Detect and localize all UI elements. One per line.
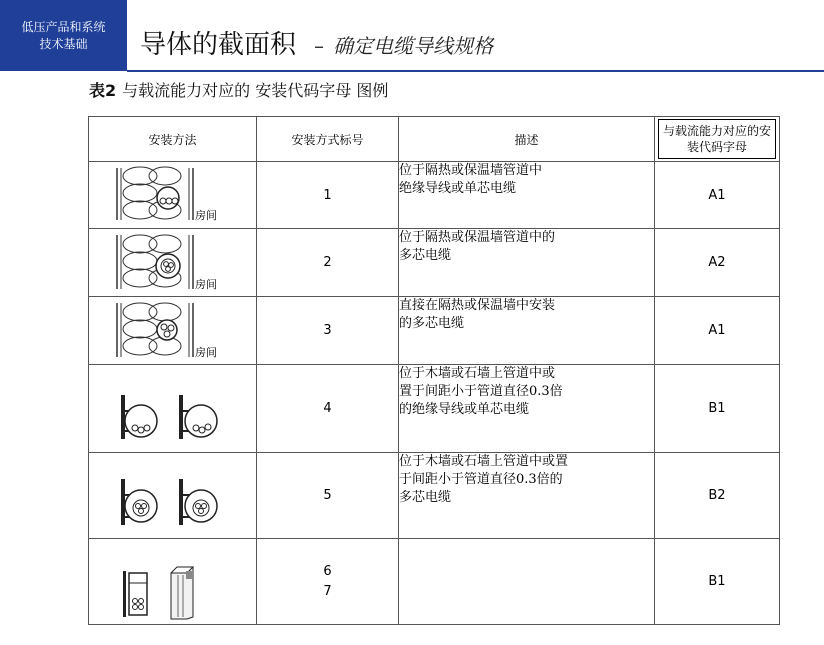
title-subtitle: 确定电缆导线规格 <box>333 34 494 58</box>
brand-block <box>0 0 127 71</box>
trunking-icon <box>89 539 257 625</box>
table-row <box>89 229 780 297</box>
title-dash: – <box>314 34 325 58</box>
description <box>399 162 655 229</box>
brand-line-2: 技术基础 <box>39 36 88 51</box>
code-letter: B2 <box>655 453 780 539</box>
caption-number: 表2 <box>89 81 117 100</box>
table-row <box>89 365 780 453</box>
header-rule <box>127 70 824 72</box>
code-letter: B1 <box>655 365 780 453</box>
caption-text: 与载流能力对应的 安装代码字母 图例 <box>122 81 389 100</box>
method-number: 4 <box>257 365 399 453</box>
code-letter: B1 <box>655 539 780 625</box>
code-letter: A1 <box>655 297 780 365</box>
header-description: 描述 <box>399 117 655 162</box>
description-line: 绝缘导线或单芯电缆 <box>399 181 517 196</box>
description-line: 的多芯电缆 <box>399 316 465 331</box>
description-line: 多芯电缆 <box>399 490 452 505</box>
installation-table <box>88 116 780 625</box>
insulated-wall-direct-multicore-icon <box>89 297 257 365</box>
description <box>399 453 655 539</box>
description <box>399 297 655 365</box>
description-line: 的绝缘导线或单芯电缆 <box>399 402 530 417</box>
description <box>399 539 655 625</box>
method-number: 3 <box>257 297 399 365</box>
table-row <box>89 162 780 229</box>
header-method-number: 安装方式标号 <box>257 117 399 162</box>
insulated-wall-conduit-single-icon <box>89 162 257 229</box>
description-line: 置于间距小于管道直径0.3倍 <box>399 384 563 399</box>
description-line: 于间距小于管道直径0.3倍的 <box>399 472 563 487</box>
room-label: 房间 <box>195 209 217 222</box>
header-method: 安装方法 <box>89 117 257 162</box>
header-code-box: 与载流能力对应的安装代码字母 <box>658 119 776 159</box>
method-number: 5 <box>257 453 399 539</box>
description-line: 直接在隔热或保温墙中安装 <box>399 298 556 313</box>
page-title <box>140 24 493 70</box>
code-letter: A1 <box>655 162 780 229</box>
table-row <box>89 539 780 625</box>
table-caption <box>89 78 388 101</box>
method-number-6: 6 <box>323 563 332 579</box>
description <box>399 365 655 453</box>
code-letter: A2 <box>655 229 780 297</box>
table-header-row <box>89 117 780 162</box>
method-number-7: 7 <box>323 583 332 599</box>
wall-conduit-multicore-icon <box>89 453 257 539</box>
header-code-letter <box>655 117 780 162</box>
room-label: 房间 <box>195 278 217 291</box>
description <box>399 229 655 297</box>
brand-line-1: 低压产品和系统 <box>21 19 106 34</box>
table-row <box>89 453 780 539</box>
method-number: 1 <box>257 162 399 229</box>
insulated-wall-conduit-multicore-icon <box>89 229 257 297</box>
table-row <box>89 297 780 365</box>
description-line: 位于隔热或保温墙管道中 <box>399 163 543 178</box>
method-number <box>257 539 399 625</box>
method-number: 2 <box>257 229 399 297</box>
description-line: 位于木墙或石墙上管道中或 <box>399 366 556 381</box>
room-label: 房间 <box>195 346 217 359</box>
description-line: 位于木墙或石墙上管道中或置 <box>399 454 569 469</box>
description-line: 多芯电缆 <box>399 248 452 263</box>
wall-conduit-single-icon <box>89 365 257 453</box>
description-line: 位于隔热或保温墙管道中的 <box>399 230 556 245</box>
title-main: 导体的截面积 <box>140 30 297 60</box>
